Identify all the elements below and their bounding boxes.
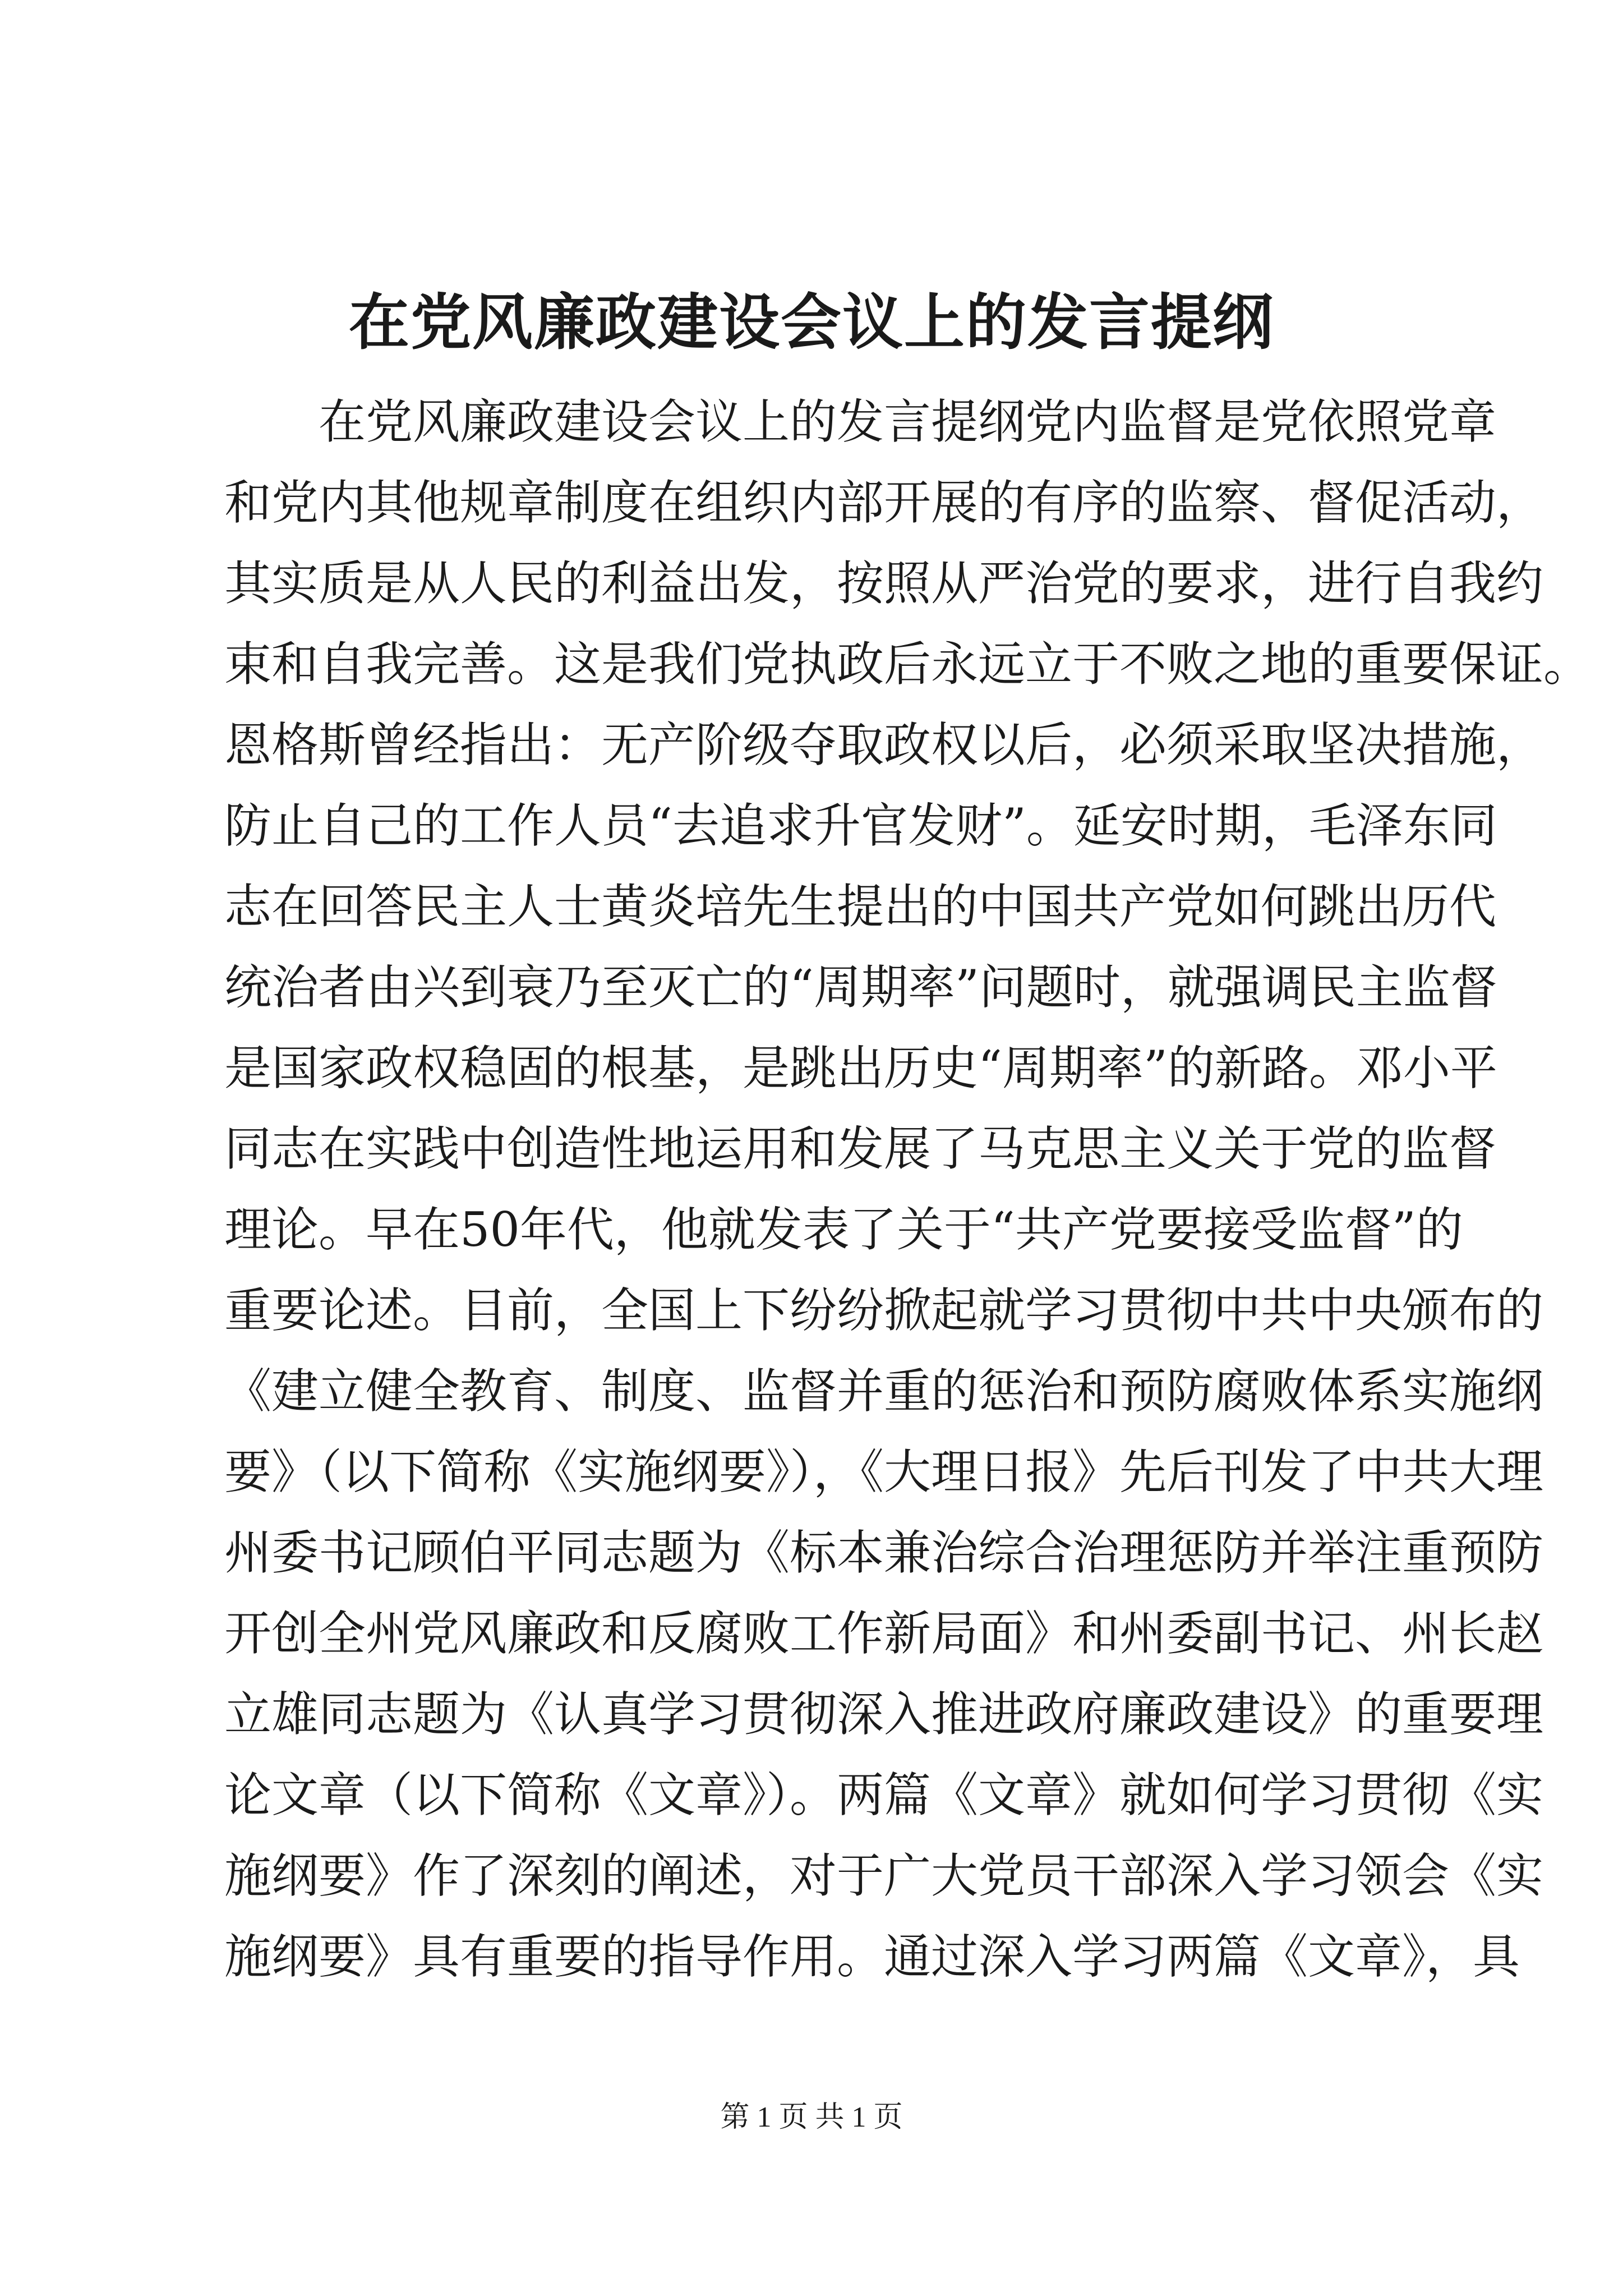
body-line: 开创全州党风廉政和反腐败工作新局面》和州委副书记、州长赵 [224,1606,1544,1661]
body-line: 《建立健全教育、制度、监督并重的惩治和预防腐败体系实施纲 [224,1364,1544,1419]
body-line: 理论。早在50年代，他就发表了关于“共产党要接受监督”的 [224,1202,1463,1257]
body-line: 是国家政权稳固的根基，是跳出历史“周期率”的新路。邓小平 [224,1041,1497,1096]
body-line: 论文章（以下简称《文章》）。两篇《文章》就如何学习贯彻《实 [224,1768,1544,1823]
body-line: 其实质是从人民的利益出发，按照从严治党的要求，进行自我约 [224,556,1544,611]
body-line: 立雄同志题为《认真学习贯彻深入推进政府廉政建设》的重要理 [224,1687,1544,1742]
body-line: 施纲要》作了深刻的阐述，对于广大党员干部深入学习领会《实 [224,1848,1544,1903]
page-number-footer: 第 1 页 共 1 页 [720,2101,903,2133]
body-line: 恩格斯曾经指出：无产阶级夺取政权以后，必须采取坚决措施， [224,717,1544,772]
body-line: 施纲要》具有重要的指导作用。通过深入学习两篇《文章》，具 [224,1929,1520,1984]
body-line: 统治者由兴到衰乃至灭亡的“周期率”问题时，就强调民主监督 [224,960,1497,1015]
body-line: 防止自己的工作人员“去追求升官发财”。延安时期，毛泽东同 [224,798,1497,853]
body-line: 束和自我完善。这是我们党执政后永远立于不败之地的重要保证。 [224,637,1591,692]
document-title: 在党风廉政建设会议上的发言提纲 [348,287,1274,358]
document-body [224,381,1591,1997]
body-line: 在党风廉政建设会议上的发言提纲党内监督是党依照党章 [319,394,1497,449]
body-line: 要》（以下简称《实施纲要》），《大理日报》先后刊发了中共大理 [224,1444,1544,1499]
body-line: 志在回答民主人士黄炎培先生提出的中国共产党如何跳出历代 [224,879,1497,934]
body-line: 重要论述。目前，全国上下纷纷掀起就学习贯彻中共中央颁布的 [224,1283,1544,1338]
body-line: 州委书记顾伯平同志题为《标本兼治综合治理惩防并举注重预防 [224,1525,1544,1580]
body-line: 同志在实践中创造性地运用和发展了马克思主义关于党的监督 [224,1121,1497,1176]
body-line: 和党内其他规章制度在组织内部开展的有序的监察、督促活动， [224,475,1544,530]
